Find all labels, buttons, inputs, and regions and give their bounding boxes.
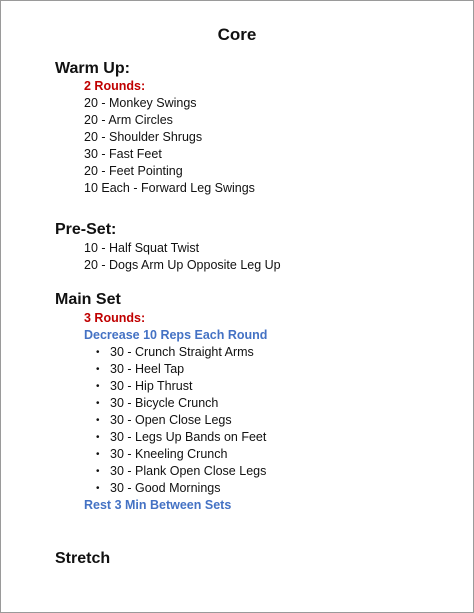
warm-up-item: 10 Each - Forward Leg Swings [84,181,255,195]
bullet-icon: • [96,398,100,409]
main-set-item: 30 - Crunch Straight Arms [110,345,254,359]
stretch-heading: Stretch [55,550,111,567]
main-set-item: 30 - Open Close Legs [110,413,232,427]
bullet-icon: • [96,432,100,443]
page-title: Core [217,25,257,44]
bullet-icon: • [96,381,100,392]
warm-up-item: 20 - Shoulder Shrugs [84,130,203,144]
pre-set-item: 10 - Half Squat Twist [84,241,200,255]
list-item [96,412,266,429]
bullet-icon: • [96,347,100,358]
main-set-item: 30 - Good Mornings [110,481,221,495]
warm-up-item: 20 - Monkey Swings [84,96,197,110]
list-item [96,344,266,361]
list-item [96,463,266,480]
list-item [96,395,266,412]
pre-set-item: 20 - Dogs Arm Up Opposite Leg Up [84,258,281,272]
main-set-list [96,344,266,497]
warm-up-item: 20 - Arm Circles [84,113,173,127]
main-set-note: Decrease 10 Reps Each Round [84,328,268,342]
main-set-item: 30 - Legs Up Bands on Feet [110,430,267,444]
list-item [96,361,266,378]
bullet-icon: • [96,449,100,460]
list-item [96,480,266,497]
main-set-item: 30 - Plank Open Close Legs [110,464,267,478]
main-set-item: 30 - Hip Thrust [110,379,193,393]
main-set-item: 30 - Kneeling Crunch [110,447,228,461]
main-set-rounds: 3 Rounds: [84,311,146,325]
warm-up-heading: Warm Up: [55,60,130,77]
bullet-icon: • [96,466,100,477]
bullet-icon: • [96,364,100,375]
main-set-item: 30 - Heel Tap [110,362,185,376]
list-item [96,429,266,446]
warm-up-item: 20 - Feet Pointing [84,164,183,178]
list-item [96,446,266,463]
main-set-item: 30 - Bicycle Crunch [110,396,219,410]
list-item [96,378,266,395]
warm-up-rounds: 2 Rounds: [84,79,146,93]
rest-note: Rest 3 Min Between Sets [84,498,232,512]
main-set-heading: Main Set [55,291,121,308]
pre-set-heading: Pre-Set: [55,221,117,238]
bullet-icon: • [96,483,100,494]
warm-up-item: 30 - Fast Feet [84,147,162,161]
bullet-icon: • [96,415,100,426]
